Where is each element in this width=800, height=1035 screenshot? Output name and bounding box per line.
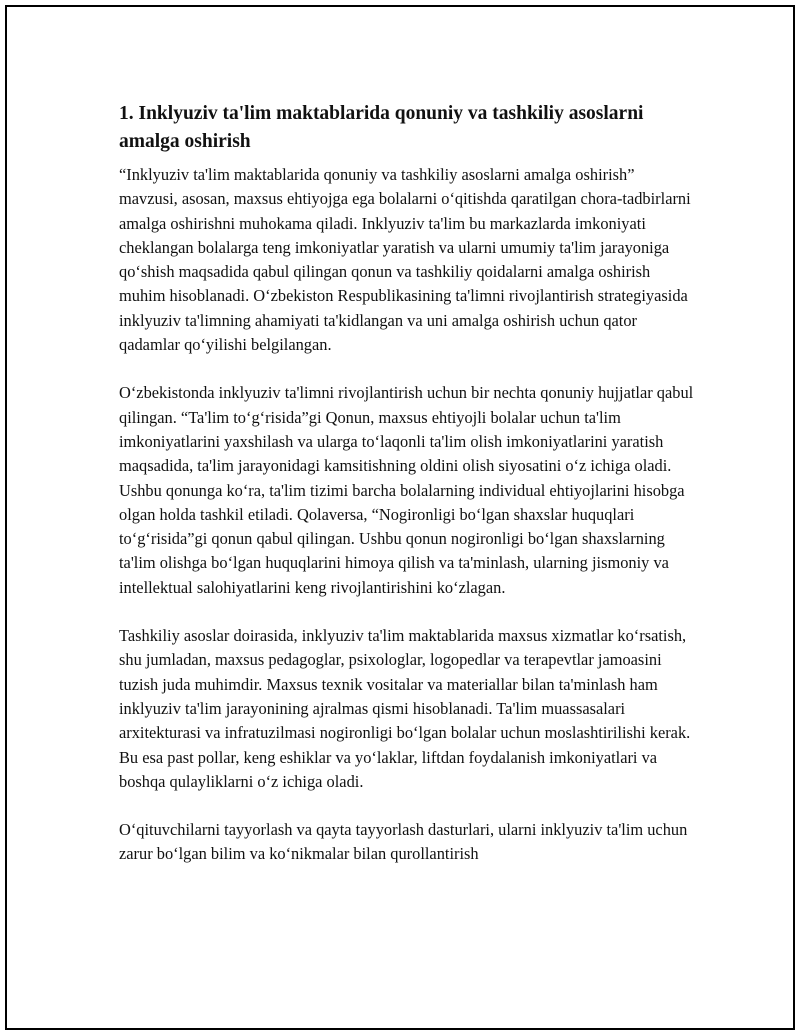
paragraph-organizational-basis: Tashkiliy asoslar doirasida, inklyuziv ta'lim maktablarida maxsus xizmatlar ko‘rsatish, shu jumladan, maxsus pedagoglar, psixologlar, logopedlar va terapevtlar jamoasini tuzish juda muhimdir. Maxsus texnik vositalar va materiallar bilan ta'minlash ham inklyuziv ta'lim jarayonining ajralmas qismi hisoblanadi. Ta'lim muassasalari arxitekturasi va infratuzilmasi nogironligi bo‘lgan bolalar uchun moslashtirilishi kerak. Bu esa past pollar, keng eshiklar va yo‘laklar, liftdan foydalanish imkoniyatlari va boshqa qulayliklarni o‘z ichiga oladi. [119,626,691,791]
document-page [5,5,795,1030]
document-content [119,100,694,891]
paragraph-teacher-training: O‘qituvchilarni tayyorlash va qayta tayyorlash dasturlari, ularni inklyuziv ta'lim uchun zarur bo‘lgan bilim va ko‘nikmalar bilan qurollantirish [119,820,688,864]
paragraph-legal-framework: O‘zbekistonda inklyuziv ta'limni rivojlantirish uchun bir nechta qonuniy hujjatlar qabul qilingan. “Ta'lim to‘g‘risida”gi Qonun, maxsus ehtiyojli bolalar uchun ta'lim imkoniyatlarini yaxshilash va ularga to‘laqonli ta'lim olish imkoniyatlarini yaratish maqsadida, ta'lim jarayonidagi kamsitishning oldini olish siyosatini o‘z ichiga oladi. Ushbu qonunga ko‘ra, ta'lim tizimi barcha bolalarning individual ehtiyojlarini hisobga olgan holda tashkil etiladi. Qolaversa, “Nogironligi bo‘lgan shaxslar huquqlari to‘g‘risida”gi qonun qabul qilingan. Ushbu qonun nogironligi bo‘lgan shaxslarning ta'lim olishga bo‘lgan huquqlarini himoya qilish va ta'minlash, ularning jismoniy va intellektual salohiyatlarini keng rivojlantirishini ko‘zlagan. [119,383,694,597]
section-title: 1. Inklyuziv ta'lim maktablarida qonuniy va tashkiliy asoslarni amalga oshirish [119,103,644,152]
paragraph-introduction: “Inklyuziv ta'lim maktablarida qonuniy va tashkiliy asoslarni amalga oshirish” mavzusi, asosan, maxsus ehtiyojga ega bolalarni o‘qitishda qaratilgan chora-tadbirlarni amalga oshirishni muhokama qiladi. Inklyuziv ta'lim bu markazlarda imkoniyati cheklangan bolalarga teng imkoniyatlar yaratish va ularni umumiy ta'lim jarayoniga qo‘shish maqsadida qabul qilingan qonun va tashkiliy qoidalarni amalga oshirish muhim hisoblanadi. O‘zbekiston Respublikasining ta'limni rivojlantirish strategiyasida inklyuziv ta'limning ahamiyati ta'kidlangan va uni amalga oshirish uchun qator qadamlar qo‘yilishi belgilangan. [119,165,691,355]
